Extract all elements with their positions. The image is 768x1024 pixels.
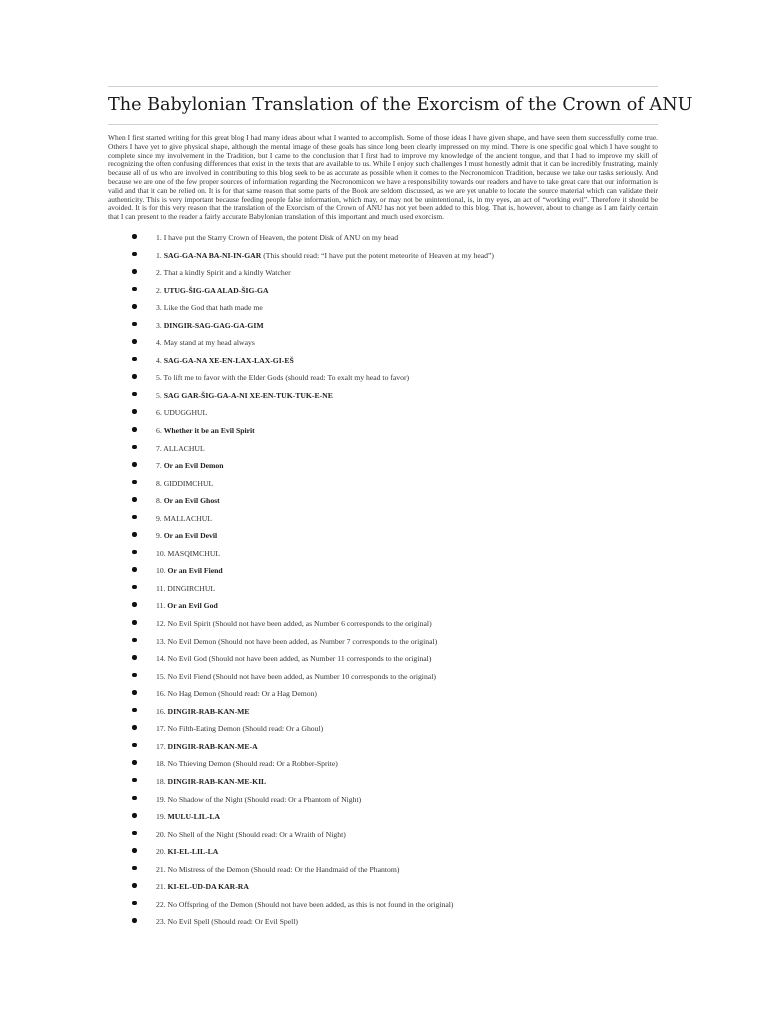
list-item-text: 20. No Shell of the Night (Should read: Or a Wraith of Night) [156,829,346,839]
list-item-english [132,580,652,598]
list-item-english [132,369,652,387]
bullet-icon [132,462,137,467]
list-item-text: 14. No Evil God (Should not have been added, as Number 11 corresponds to the original) [156,654,432,664]
list-item-english [132,299,652,317]
bullet-icon [132,760,137,765]
list-item-text [156,352,294,370]
bullet-icon [132,655,137,660]
list-item-text: 6. UDUGGHUL [156,408,208,418]
bullet-icon [132,497,137,502]
list-item-english [132,791,652,809]
list-item-english [132,334,652,352]
translation-note: (This should read: “I have put the potent meteorite of Heaven at my head”) [263,250,494,260]
babylonian-line: UTUG-ŠIG-GA ALAD-ŠIG-GA [163,285,269,295]
list-item-text [156,492,220,510]
babylonian-line: KI-EL-LIL-LA [167,847,219,857]
babylonian-line: DINGIR-RAB-KAN-ME [167,706,250,716]
bullet-icon [132,532,137,537]
list-item-babylonian [132,562,652,580]
bullet-icon [132,918,137,923]
babylonian-line: DINGIR-RAB-KAN-ME-A [167,741,258,751]
list-item-babylonian [132,352,652,370]
list-item-babylonian [132,703,652,721]
list-item-text: 23. No Evil Spell (Should read: Or Evil Spell) [156,917,298,927]
list-item-text: 17. No Filth-Eating Demon (Should read: Or a Ghoul) [156,724,324,734]
list-item-english [132,615,652,633]
list-item-babylonian [132,773,652,791]
list-item-text [156,597,218,615]
list-item-english [132,510,652,528]
babylonian-line: DINGIR-RAB-KAN-ME-KIL [167,776,267,786]
bullet-icon [132,602,137,607]
bullet-icon [132,304,137,309]
bullet-icon [132,374,137,379]
list-item-english [132,440,652,458]
list-item-babylonian [132,492,652,510]
item-number: 8. [156,496,162,506]
list-item-text: 12. No Evil Spirit (Should not have been added, as Number 6 corresponds to the original) [156,619,432,629]
list-item-babylonian [132,738,652,756]
list-item-english [132,545,652,563]
list-item-text [156,703,250,721]
list-item-text [156,317,264,335]
list-item-text: 7. ALLACHUL [156,443,205,453]
bullet-icon [132,866,137,871]
list-item-english [132,264,652,282]
list-item-english [132,755,652,773]
list-item-text: 2. That a kindly Spirit and a kindly Watcher [156,268,291,278]
bullet-icon [132,743,137,748]
item-number: 11. [156,601,166,611]
bullet-icon [132,252,137,257]
bullet-icon [132,638,137,643]
bullet-icon [132,392,137,397]
babylonian-line: Or an Evil God [167,601,218,611]
list-item-text [156,282,269,300]
list-item-text [156,387,333,405]
list-item-english [132,229,652,247]
bullet-icon [132,690,137,695]
item-number: 6. [156,426,162,436]
babylonian-line: Or an Evil Demon [163,461,224,471]
list-item-text: 13. No Evil Demon (Should not have been added, as Number 7 corresponds to the original) [156,636,438,646]
bullet-icon [132,445,137,450]
list-item-text: 22. No Offspring of the Demon (Should not have been added, as this is not found in the original) [156,899,454,909]
list-item-text: 21. No Mistress of the Demon (Should read: Or the Handmaid of the Phantom) [156,864,400,874]
item-number: 3. [156,320,162,330]
list-item-english [132,826,652,844]
list-item-text: 3. Like the God that hath made me [156,303,263,313]
babylonian-line: DINGIR-SAG-GAG-GA-GIM [163,320,264,330]
babylonian-line: SAG-GA-NA BA-NI-IN-GAR [163,250,262,260]
babylonian-line: MULU-LIL-LA [167,812,221,822]
bullet-icon [132,831,137,836]
babylonian-line: Whether it be an Evil Spirit [163,426,255,436]
bullet-icon [132,883,137,888]
babylonian-line: SAG-GA-NA XE-EN-LAX-LAX-GI-EŠ [163,355,294,365]
list-item-babylonian [132,422,652,440]
item-number: 21. [156,882,166,892]
item-number: 5. [156,390,162,400]
exorcism-list [132,229,652,931]
list-item-text: 8. GIDDIMCHUL [156,478,214,488]
intro-paragraph: When I first started writing for this great blog I had many ideas about what I wanted to accomplish. Some of those ideas I have given shape, and have seen them successfully come true. Others I have yet to give physical shape, although the mental image of these goals has since long been clearly impressed on my mind. There is one specific goal which I have sought to complete since my involvement in the Tradition, but I came to the conclusion that I first had to improve my knowledge of the ancient tongue, and that I had to improve my skill of recognizing the often confusing differences that exist in the texts that are available to us. While I enjoy such challenges I must honestly admit that it can be incredibly frustrating, mainly because all of us who are involved in contributing to this blog seek to be as accurate as possible when it comes to the Necronomicon Tradition, because we take our tasks seriously. And because we are one of the few proper sources of information regarding the Necronomicon we have a responsibility towards our readers and have to take great care that our information is valid and that it can be relied on. It is for that same reason that some parts of the Book are seldom discussed, as we are yet unable to locate the source material which can validate their authenticity. This is very important because feeding people false information, which may, or may not be unintentional, is, in my eyes, an act of “working evil”. Therefore it should be avoided. It is for this very reason that the translation of the Exorcism of the Crown of ANU has not yet been added to this blog. That is, however, about to change as I am fairly certain that I can present to the reader a fairly accurate Babylonian translation of this important and much used exorcism. [108,133,658,222]
list-item-text [156,457,224,475]
list-item-text: 19. No Shadow of the Night (Should read: Or a Phantom of Night) [156,794,362,804]
list-item-text [156,738,258,756]
list-item-text [156,422,255,440]
list-item-english [132,720,652,738]
list-item-babylonian [132,527,652,545]
bullet-icon [132,269,137,274]
item-number: 2. [156,285,162,295]
item-number: 20. [156,847,166,857]
bullet-icon [132,550,137,555]
list-item-english [132,896,652,914]
list-item-babylonian [132,387,652,405]
item-number: 18. [156,776,166,786]
list-item-babylonian [132,808,652,826]
list-item-text: 16. No Hag Demon (Should read: Or a Hag Demon) [156,689,317,699]
bullet-icon [132,901,137,906]
list-item-text [156,773,266,791]
list-item-babylonian [132,247,652,265]
bullet-icon [132,620,137,625]
list-item-english [132,404,652,422]
babylonian-line: Or an Evil Fiend [167,566,223,576]
bullet-icon [132,848,137,853]
list-item-text: 1. I have put the Starry Crown of Heaven, the potent Disk of ANU on my head [156,233,399,242]
item-number: 1. [156,250,162,260]
list-item-babylonian [132,282,652,300]
list-item-text [156,808,220,826]
title-divider [108,124,658,125]
item-number: 9. [156,531,162,541]
bullet-icon [132,515,137,520]
list-item-english [132,475,652,493]
list-item-text: 10. MASQIMCHUL [156,548,221,558]
list-item-english [132,668,652,686]
list-item-babylonian [132,843,652,861]
list-item-babylonian [132,457,652,475]
bullet-icon [132,322,137,327]
list-item-text: 9. MALLACHUL [156,513,212,523]
item-number: 4. [156,355,162,365]
list-item-text: 5. To lift me to favor with the Elder Gods (should read: To exalt my head to favor) [156,373,410,383]
article-title: The Babylonian Translation of the Exorcism of the Crown of ANU [108,95,693,115]
bullet-icon [132,725,137,730]
bullet-icon [132,339,137,344]
bullet-icon [132,796,137,801]
bullet-icon [132,287,137,292]
bullet-icon [132,813,137,818]
list-item-text [156,562,223,580]
bullet-icon [132,409,137,414]
bullet-icon [132,427,137,432]
item-number: 19. [156,812,166,822]
bullet-icon [132,567,137,572]
item-number: 17. [156,741,166,751]
list-item-babylonian [132,597,652,615]
list-item-english [132,650,652,668]
bullet-icon [132,673,137,678]
list-item-text [156,843,218,861]
list-item-text: 4. May stand at my head always [156,338,255,348]
babylonian-line: KI-EL-UD-DA KAR-RA [167,882,249,892]
item-number: 7. [156,461,162,471]
list-item-text [156,247,494,265]
bullet-icon [132,708,137,713]
list-item-babylonian [132,317,652,335]
list-item-english [132,685,652,703]
item-number: 10. [156,566,166,576]
list-item-english [132,913,652,931]
bullet-icon [132,778,137,783]
list-item-english [132,633,652,651]
list-item-text: 11. DINGIRCHUL [156,583,216,593]
item-number: 16. [156,706,166,716]
bullet-icon [132,585,137,590]
bullet-icon [132,357,137,362]
list-item-text [156,527,217,545]
list-item-text: 18. No Thieving Demon (Should read: Or a Robber-Sprite) [156,759,338,769]
list-item-text: 15. No Evil Fiend (Should not have been added, as Number 10 corresponds to the original) [156,671,436,681]
list-item-text [156,878,249,896]
bullet-icon [132,480,137,485]
list-item-babylonian [132,878,652,896]
babylonian-line: SAG GAR-ŠIG-GA-A-NI XE-EN-TUK-TUK-E-NE [163,390,333,400]
list-item-english [132,861,652,879]
bullet-icon [132,234,137,239]
babylonian-line: Or an Evil Devil [163,531,218,541]
top-divider [108,86,658,87]
babylonian-line: Or an Evil Ghost [163,496,220,506]
